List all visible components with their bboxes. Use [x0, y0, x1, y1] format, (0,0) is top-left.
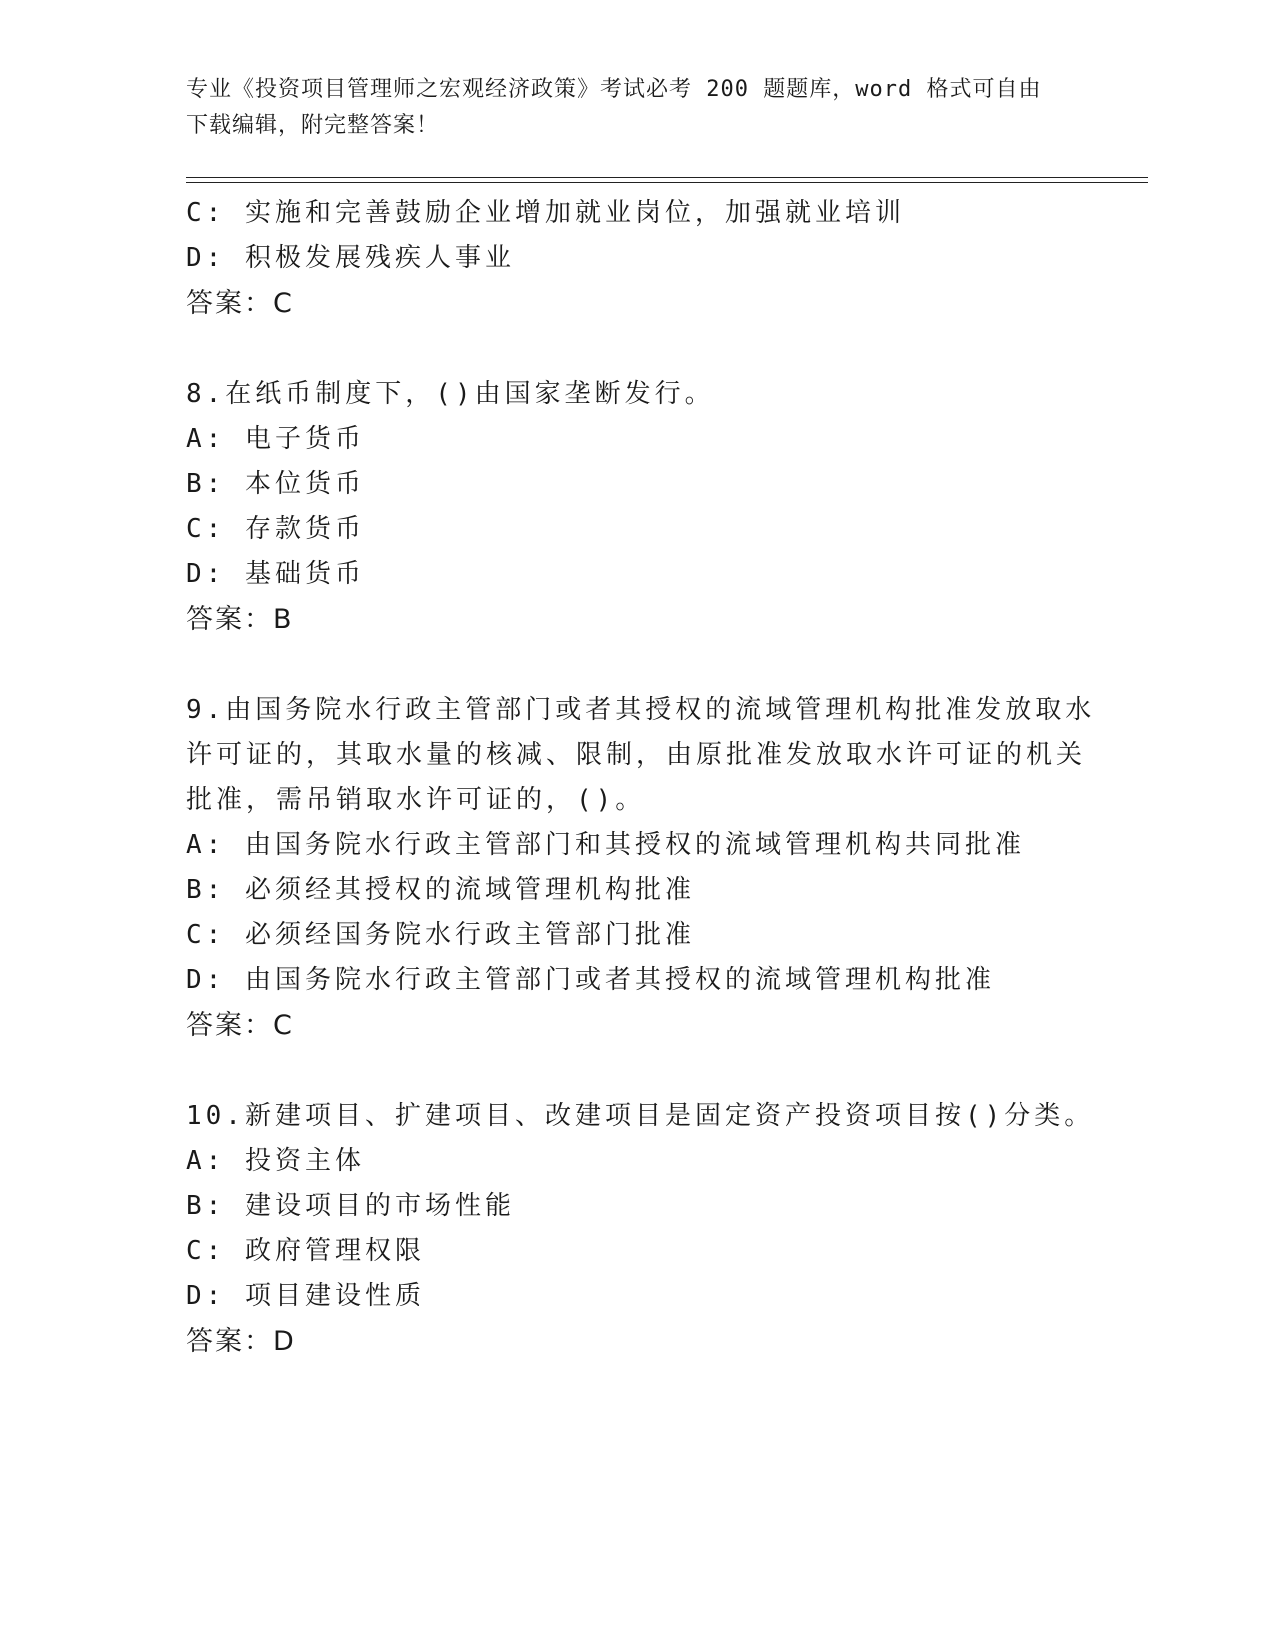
option-a: A: 由国务院水行政主管部门和其授权的流域管理机构共同批准 [186, 830, 1025, 860]
header-divider-bottom [186, 182, 1148, 183]
spacer [186, 642, 1086, 688]
option-a: A: 电子货币 [186, 424, 365, 454]
option-a: A: 投资主体 [186, 1146, 365, 1176]
header-divider-top [186, 177, 1148, 178]
answer-line: 答案：B [186, 604, 294, 635]
spacer [186, 326, 1086, 372]
header-line-2: 下载编辑，附完整答案！ [186, 113, 440, 138]
option-c: C: 存款货币 [186, 514, 365, 544]
option-d: D: 积极发展残疾人事业 [186, 243, 515, 273]
question-text-line-3: 批准，需吊销取水许可证的，()。 [186, 785, 646, 815]
option-d: D: 项目建设性质 [186, 1281, 425, 1311]
question-text: 8.在纸币制度下，()由国家垄断发行。 [186, 379, 715, 409]
question-text-line-2: 许可证的，其取水量的核减、限制，由原批准发放取水许可证的机关 [186, 740, 1087, 770]
option-b: B: 建设项目的市场性能 [186, 1191, 515, 1221]
answer-line: 答案：C [186, 1010, 294, 1041]
question-block-8 [186, 372, 1086, 642]
question-text: 10.新建项目、扩建项目、改建项目是固定资产投资项目按()分类。 [186, 1101, 1095, 1131]
option-c: C: 政府管理权限 [186, 1236, 425, 1266]
question-block-9 [186, 688, 1096, 1048]
option-c: C: 必须经国务院水行政主管部门批准 [186, 920, 695, 950]
question-text-line-1: 9.由国务院水行政主管部门或者其授权的流域管理机构批准发放取水 [186, 695, 1096, 725]
question-block-10 [186, 1094, 1095, 1364]
answer-line: 答案：C [186, 288, 294, 319]
answer-line: 答案：D [186, 1326, 296, 1357]
spacer [186, 1048, 1086, 1094]
option-c: C: 实施和完善鼓励企业增加就业岗位，加强就业培训 [186, 198, 905, 228]
option-d: D: 由国务院水行政主管部门或者其授权的流域管理机构批准 [186, 965, 995, 995]
question-list [186, 191, 1096, 1364]
option-b: B: 必须经其授权的流域管理机构批准 [186, 875, 695, 905]
option-b: B: 本位货币 [186, 469, 365, 499]
document-header [186, 72, 1066, 144]
option-d: D: 基础货币 [186, 559, 365, 589]
header-line-1: 专业《投资项目管理师之宏观经济政策》考试必考 200 题题库，word 格式可自由 [186, 77, 1042, 102]
question-block-prev [186, 191, 1086, 326]
